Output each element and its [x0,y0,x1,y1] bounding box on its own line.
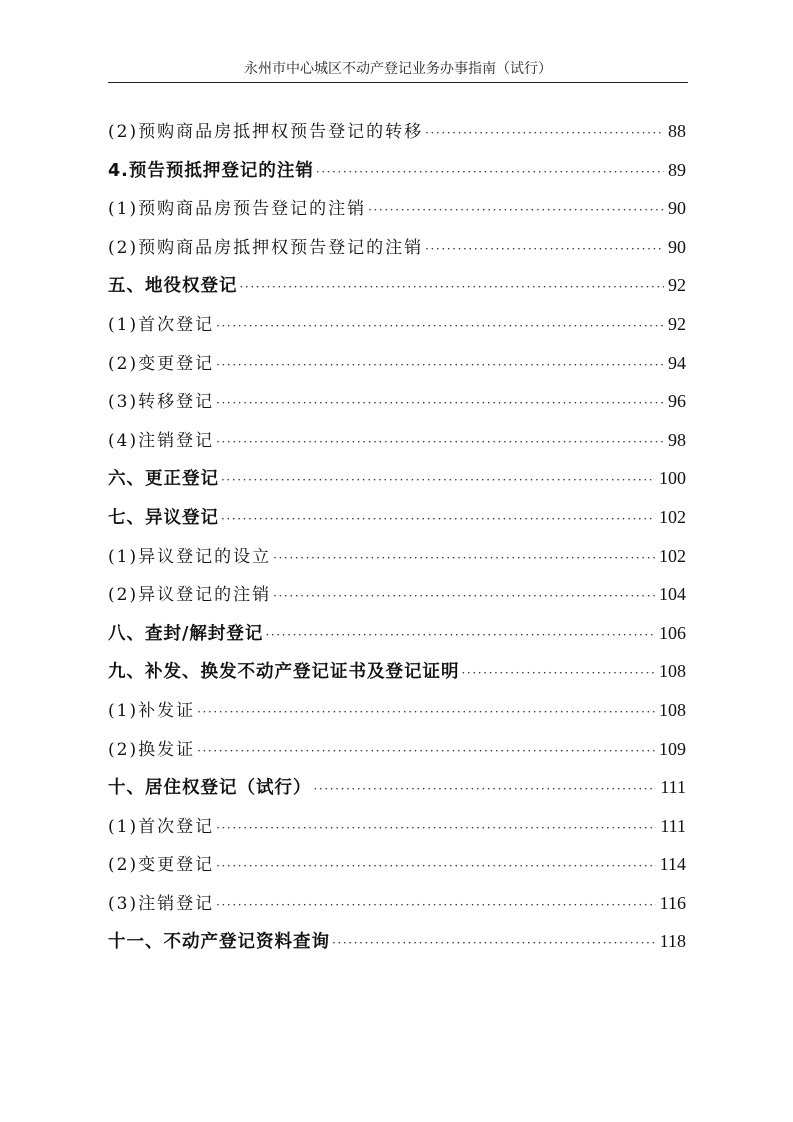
toc-entry-page-number: 104 [659,584,686,605]
table-of-contents [108,112,686,961]
toc-entry-page-number: 108 [659,699,686,720]
toc-entry-label: (3)注销登记 [108,893,215,914]
toc-dot-leader [197,693,655,732]
toc-entry-label: (2)异议登记的注销 [108,585,272,606]
toc-entry[interactable] [108,382,686,421]
toc-dot-leader [221,461,655,500]
toc-entry-page-number: 88 [668,121,686,141]
toc-entry[interactable] [108,845,686,884]
toc-entry-label: 4.预告预抵押登记的注销 [108,160,314,181]
toc-entry[interactable] [108,498,686,537]
toc-entry-label: (2)换发证 [108,739,196,760]
toc-entry-label: 九、补发、换发不动产登记证书及登记证明 [108,662,460,683]
toc-entry[interactable] [108,614,686,653]
toc-entry-page-number: 89 [668,159,686,180]
toc-dot-leader [368,191,664,230]
toc-dot-leader [216,423,664,462]
toc-entry-label: (1)首次登记 [108,816,215,837]
toc-entry-label: (2)预购商品房抵押权预告登记的转移 [108,122,424,142]
toc-entry[interactable] [108,421,686,460]
page-header [108,56,688,83]
toc-entry-page-number: 98 [668,429,686,450]
toc-entry-page-number: 102 [659,506,686,527]
toc-dot-leader [221,500,655,539]
toc-dot-leader [332,924,656,963]
toc-entry-page-number: 111 [660,815,686,836]
toc-entry[interactable] [108,112,686,151]
toc-entry[interactable] [108,344,686,383]
toc-entry-page-number: 114 [659,854,686,875]
toc-entry-page-number: 96 [668,391,686,412]
toc-dot-leader [216,847,656,886]
toc-entry-label: (1)预购商品房预告登记的注销 [108,199,367,220]
toc-dot-leader [216,307,664,346]
toc-entry[interactable] [108,189,686,228]
toc-dot-leader [197,732,655,771]
toc-entry-page-number: 108 [659,661,686,682]
toc-entry[interactable] [108,884,686,923]
toc-dot-leader [314,770,657,809]
toc-entry-page-number: 92 [668,313,686,334]
toc-entry-page-number: 94 [668,352,686,373]
toc-entry-label: 六、更正登记 [108,469,219,490]
toc-entry-page-number: 100 [659,468,686,489]
toc-entry[interactable] [108,459,686,498]
toc-entry-page-number: 118 [659,931,686,952]
toc-entry-label: (1)异议登记的设立 [108,546,272,567]
toc-entry-label: 七、异议登记 [108,507,219,528]
toc-entry-page-number: 102 [659,545,686,566]
toc-entry[interactable] [108,691,686,730]
toc-entry[interactable] [108,305,686,344]
toc-dot-leader [216,809,656,848]
toc-entry-label: 十、居住权登记（试行） [108,778,312,799]
toc-entry-label: (2)预购商品房抵押权预告登记的注销 [108,237,424,258]
toc-entry[interactable] [108,228,686,267]
toc-entry-label: 八、查封/解封登记 [108,623,264,644]
toc-entry-page-number: 111 [660,777,686,798]
toc-entry-page-number: 90 [668,236,686,257]
toc-dot-leader [273,577,655,616]
toc-entry-label: (1)补发证 [108,700,196,721]
toc-entry[interactable] [108,768,686,807]
toc-dot-leader [216,886,656,925]
toc-entry[interactable] [108,807,686,846]
toc-dot-leader [273,539,655,578]
toc-entry[interactable] [108,652,686,691]
toc-entry[interactable] [108,537,686,576]
toc-entry-page-number: 106 [659,622,686,643]
toc-dot-leader [216,346,664,385]
toc-entry-page-number: 109 [659,738,686,759]
toc-entry-page-number: 90 [668,198,686,219]
toc-entry-label: (1)首次登记 [108,314,215,335]
toc-dot-leader [240,268,665,307]
toc-entry-label: (2)变更登记 [108,353,215,374]
toc-dot-leader [425,114,664,153]
toc-entry[interactable] [108,575,686,614]
toc-entry-label: (2)变更登记 [108,855,215,876]
toc-dot-leader [216,384,664,423]
toc-entry-page-number: 92 [668,275,686,296]
toc-dot-leader [265,616,655,655]
toc-entry[interactable] [108,922,686,961]
toc-entry-label: (4)注销登记 [108,430,215,451]
toc-entry-label: 五、地役权登记 [108,276,238,297]
toc-dot-leader [425,230,664,269]
toc-dot-leader [462,654,656,693]
toc-entry[interactable] [108,266,686,305]
toc-dot-leader [316,153,664,192]
toc-entry-page-number: 116 [659,892,686,913]
toc-entry[interactable] [108,151,686,190]
header-title: 永州市中心城区不动产登记业务办事指南（试行） [244,61,552,77]
toc-entry[interactable] [108,730,686,769]
toc-entry-label: 十一、不动产登记资料查询 [108,932,330,953]
toc-entry-label: (3)转移登记 [108,392,215,413]
